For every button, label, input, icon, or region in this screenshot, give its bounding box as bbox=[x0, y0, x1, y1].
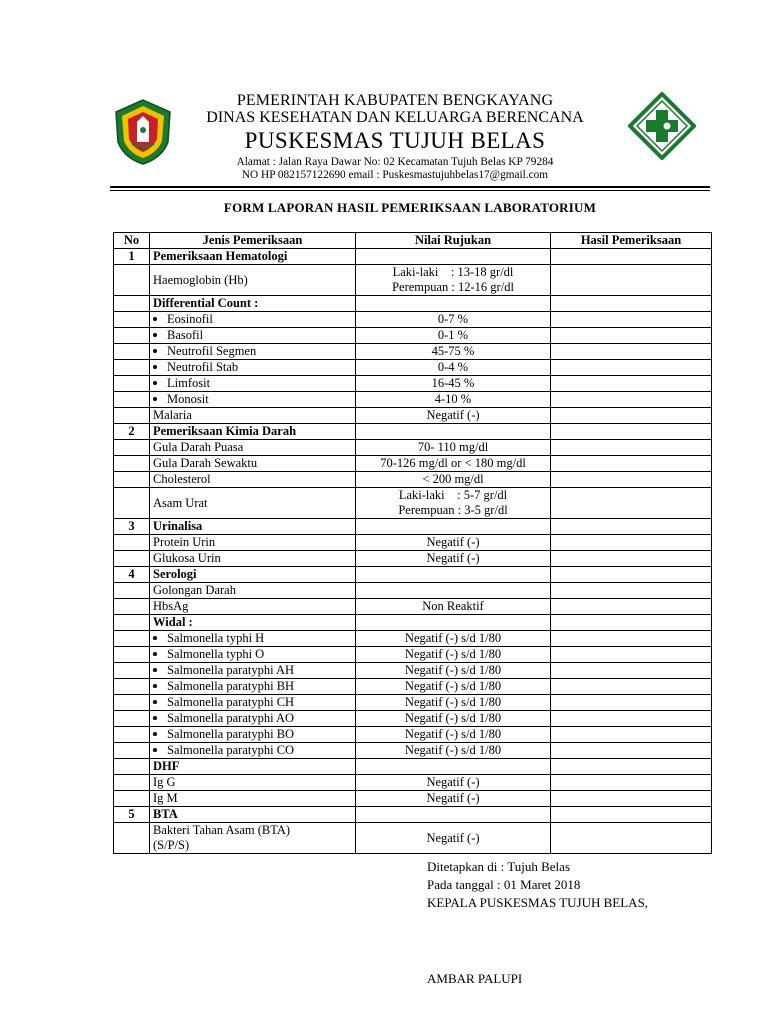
test-name-text: Eosinofil bbox=[167, 312, 213, 326]
bullet-icon bbox=[153, 684, 157, 688]
reference-text: Negatif (-) bbox=[426, 830, 480, 845]
cell-result[interactable] bbox=[551, 599, 712, 615]
cell-reference bbox=[356, 615, 551, 631]
puskesmas-logo-icon bbox=[628, 92, 696, 160]
cell-result[interactable] bbox=[551, 249, 712, 265]
cell-no: 4 bbox=[114, 567, 150, 583]
header-result: Hasil Pemeriksaan bbox=[551, 233, 712, 249]
reference-text: 0-1 % bbox=[437, 328, 469, 342]
table-row bbox=[114, 376, 712, 392]
cell-result[interactable] bbox=[551, 775, 712, 791]
test-name-text: BTA bbox=[153, 807, 178, 821]
table-row bbox=[114, 791, 712, 807]
table-row bbox=[114, 344, 712, 360]
cell-test-name bbox=[150, 551, 356, 567]
reference-text: Laki-laki : 5-7 gr/dl bbox=[398, 488, 508, 502]
table-row bbox=[114, 265, 712, 296]
test-name-text: DHF bbox=[153, 759, 180, 773]
table-row bbox=[114, 456, 712, 472]
cell-result[interactable] bbox=[551, 695, 712, 711]
test-name-text: Differential Count : bbox=[153, 296, 259, 310]
cell-result[interactable] bbox=[551, 583, 712, 599]
cell-result[interactable] bbox=[551, 408, 712, 424]
test-name-text: Urinalisa bbox=[153, 519, 203, 533]
test-name-text: Salmonella paratyphi CH bbox=[167, 695, 295, 709]
header-divider-thick bbox=[110, 186, 710, 188]
cell-no bbox=[114, 599, 150, 615]
bullet-icon bbox=[153, 668, 157, 672]
cell-result[interactable] bbox=[551, 743, 712, 759]
signature-block bbox=[427, 858, 648, 988]
reference-text: Negatif (-) bbox=[426, 551, 480, 565]
cell-no: 5 bbox=[114, 807, 150, 823]
reference-text: Negatif (-) s/d 1/80 bbox=[404, 631, 502, 645]
cell-test-name bbox=[150, 392, 356, 408]
cell-result[interactable] bbox=[551, 535, 712, 551]
table-row bbox=[114, 807, 712, 823]
signature-role: KEPALA PUSKESMAS TUJUH BELAS, bbox=[427, 895, 649, 910]
reference-text: Negatif (-) bbox=[426, 408, 480, 422]
cell-no bbox=[114, 823, 150, 854]
test-name-text: Salmonella paratyphi CO bbox=[167, 743, 295, 757]
cell-test-name bbox=[150, 823, 356, 854]
cell-test-name bbox=[150, 807, 356, 823]
table-row bbox=[114, 249, 712, 265]
reference-text: 0-4 % bbox=[437, 360, 469, 374]
table-row bbox=[114, 424, 712, 440]
test-name-text: Pemeriksaan Kimia Darah bbox=[153, 424, 297, 438]
table-row bbox=[114, 472, 712, 488]
cell-no bbox=[114, 392, 150, 408]
test-name-text: Monosit bbox=[167, 392, 209, 406]
table-row bbox=[114, 567, 712, 583]
cell-test-name bbox=[150, 424, 356, 440]
test-name-text: Basofil bbox=[167, 328, 204, 342]
test-name-text: Malaria bbox=[153, 408, 192, 422]
table-row bbox=[114, 647, 712, 663]
cell-test-name bbox=[150, 743, 356, 759]
test-name-text: Salmonella typhi H bbox=[167, 631, 265, 645]
cell-no bbox=[114, 440, 150, 456]
cell-result[interactable] bbox=[551, 519, 712, 535]
bullet-icon bbox=[153, 716, 157, 720]
cell-result[interactable] bbox=[551, 711, 712, 727]
cell-result[interactable] bbox=[551, 456, 712, 472]
table-row bbox=[114, 360, 712, 376]
reference-text: Negatif (-) s/d 1/80 bbox=[404, 647, 502, 661]
cell-no bbox=[114, 791, 150, 807]
cell-result[interactable] bbox=[551, 296, 712, 312]
header-contact: NO HP 082157122690 email : Puskesmastujuhbelas17@gmail.com bbox=[241, 168, 549, 181]
cell-reference bbox=[356, 328, 551, 344]
reference-text: Negatif (-) s/d 1/80 bbox=[404, 663, 502, 677]
cell-no bbox=[114, 695, 150, 711]
reference-text: Negatif (-) bbox=[426, 791, 480, 805]
test-name-text: Gula Darah Sewaktu bbox=[153, 456, 258, 470]
cell-test-name bbox=[150, 360, 356, 376]
cell-no bbox=[114, 360, 150, 376]
cell-test-name bbox=[150, 535, 356, 551]
test-name-text: Limfosit bbox=[167, 376, 211, 390]
cell-reference bbox=[356, 249, 551, 265]
test-name-text: Ig M bbox=[153, 791, 178, 805]
cell-result[interactable] bbox=[551, 376, 712, 392]
test-name-text: Ig G bbox=[153, 775, 176, 789]
cell-no: 1 bbox=[114, 249, 150, 265]
reference-text: 4-10 % bbox=[434, 392, 472, 406]
test-name-text: Glukosa Urin bbox=[153, 551, 221, 565]
cell-test-name bbox=[150, 456, 356, 472]
table-row bbox=[114, 440, 712, 456]
header-divider-thin bbox=[110, 190, 710, 191]
cell-result[interactable] bbox=[551, 759, 712, 775]
test-name-text: Salmonella paratyphi AH bbox=[167, 663, 295, 677]
table-row bbox=[114, 599, 712, 615]
test-name-text: HbsAg bbox=[153, 599, 189, 613]
reference-text: 70-126 mg/dl or < 180 mg/dl bbox=[380, 456, 526, 470]
cell-reference bbox=[356, 360, 551, 376]
cell-reference bbox=[356, 312, 551, 328]
table-row bbox=[114, 392, 712, 408]
cell-reference bbox=[356, 679, 551, 695]
cell-reference bbox=[356, 535, 551, 551]
signature-place: Ditetapkan di : Tujuh Belas bbox=[427, 859, 570, 874]
cell-result[interactable] bbox=[551, 647, 712, 663]
table-row bbox=[114, 408, 712, 424]
table-row bbox=[114, 759, 712, 775]
test-name-text: Gula Darah Puasa bbox=[153, 440, 244, 454]
cell-reference bbox=[356, 408, 551, 424]
table-row bbox=[114, 823, 712, 854]
test-name-text: Bakteri Tahan Asam (BTA) bbox=[153, 823, 291, 837]
table-row bbox=[114, 711, 712, 727]
cell-no bbox=[114, 312, 150, 328]
table-row bbox=[114, 743, 712, 759]
cell-result[interactable] bbox=[551, 328, 712, 344]
cell-test-name bbox=[150, 695, 356, 711]
cell-reference bbox=[356, 631, 551, 647]
cell-reference bbox=[356, 392, 551, 408]
cell-test-name bbox=[150, 249, 356, 265]
test-name-text: Salmonella paratyphi BH bbox=[167, 679, 295, 693]
test-name-text: Salmonella paratyphi BO bbox=[167, 727, 295, 741]
bullet-icon bbox=[153, 349, 157, 353]
signature-name: AMBAR PALUPI bbox=[427, 971, 523, 986]
reference-text: Negatif (-) s/d 1/80 bbox=[404, 743, 502, 757]
cell-test-name bbox=[150, 312, 356, 328]
table-row bbox=[114, 535, 712, 551]
reference-text: Negatif (-) s/d 1/80 bbox=[404, 727, 502, 741]
cell-reference bbox=[356, 583, 551, 599]
reference-text: Negatif (-) bbox=[426, 535, 480, 549]
reference-text: 45-75 % bbox=[431, 344, 475, 358]
cell-test-name bbox=[150, 344, 356, 360]
form-title: FORM LAPORAN HASIL PEMERIKSAAN LABORATORIUM bbox=[223, 200, 597, 215]
cell-no bbox=[114, 535, 150, 551]
cell-result[interactable] bbox=[551, 265, 712, 296]
test-name-text: Asam Urat bbox=[153, 495, 208, 510]
reference-text: Non Reaktif bbox=[422, 599, 484, 613]
cell-reference bbox=[356, 567, 551, 583]
table-body bbox=[114, 249, 712, 854]
table-row bbox=[114, 583, 712, 599]
cell-test-name bbox=[150, 408, 356, 424]
table-row bbox=[114, 775, 712, 791]
cell-result[interactable] bbox=[551, 488, 712, 519]
cell-no bbox=[114, 743, 150, 759]
cell-reference bbox=[356, 743, 551, 759]
cell-test-name bbox=[150, 472, 356, 488]
cell-reference bbox=[356, 663, 551, 679]
reference-text: 0-7 % bbox=[437, 312, 469, 326]
header-government: PEMERINTAH KABUPATEN BENGKAYANG bbox=[236, 92, 554, 109]
cell-test-name bbox=[150, 440, 356, 456]
table-row bbox=[114, 312, 712, 328]
reference-text-line2: Perempuan : 3-5 gr/dl bbox=[398, 503, 508, 517]
table-row bbox=[114, 488, 712, 519]
cell-result[interactable] bbox=[551, 823, 712, 854]
test-name-text: Neutrofil Segmen bbox=[167, 344, 257, 358]
cell-no: 2 bbox=[114, 424, 150, 440]
cell-reference bbox=[356, 695, 551, 711]
cell-reference bbox=[356, 456, 551, 472]
reference-text: < 200 mg/dl bbox=[422, 472, 484, 486]
cell-reference bbox=[356, 759, 551, 775]
cell-reference bbox=[356, 424, 551, 440]
reference-text: Negatif (-) s/d 1/80 bbox=[404, 711, 502, 725]
reference-text: 16-45 % bbox=[431, 376, 475, 390]
test-name-text: Serologi bbox=[153, 567, 197, 581]
cell-reference bbox=[356, 791, 551, 807]
test-name-text: Golongan Darah bbox=[153, 583, 236, 597]
cell-test-name bbox=[150, 727, 356, 743]
cell-test-name bbox=[150, 265, 356, 296]
test-name-text: Protein Urin bbox=[153, 535, 216, 549]
test-name-text: Pemeriksaan Hematologi bbox=[153, 249, 288, 263]
cell-no bbox=[114, 727, 150, 743]
cell-test-name bbox=[150, 631, 356, 647]
cell-result[interactable] bbox=[551, 791, 712, 807]
lab-results-table bbox=[113, 232, 712, 854]
table-header-row bbox=[114, 233, 712, 249]
table-row bbox=[114, 679, 712, 695]
cell-test-name bbox=[150, 488, 356, 519]
reference-text: 70- 110 mg/dl bbox=[417, 440, 489, 454]
test-name-text-line2: (S/P/S) bbox=[153, 838, 190, 852]
cell-no bbox=[114, 551, 150, 567]
table-row bbox=[114, 631, 712, 647]
header-reference: Nilai Rujukan bbox=[356, 233, 551, 249]
cell-test-name bbox=[150, 296, 356, 312]
header-test: Jenis Pemeriksaan bbox=[150, 233, 356, 249]
cell-test-name bbox=[150, 663, 356, 679]
cell-result[interactable] bbox=[551, 631, 712, 647]
cell-reference bbox=[356, 265, 551, 296]
reference-text: Negatif (-) bbox=[426, 775, 480, 789]
cell-no bbox=[114, 328, 150, 344]
table-row bbox=[114, 296, 712, 312]
cell-no bbox=[114, 456, 150, 472]
header-department: DINAS KESEHATAN DAN KELUARGA BERENCANA bbox=[206, 109, 584, 127]
cell-result[interactable] bbox=[551, 344, 712, 360]
test-name-text: Salmonella typhi O bbox=[167, 647, 265, 661]
bullet-icon bbox=[153, 317, 157, 321]
cell-test-name bbox=[150, 759, 356, 775]
cell-result[interactable] bbox=[551, 567, 712, 583]
cell-no bbox=[114, 679, 150, 695]
cell-reference bbox=[356, 775, 551, 791]
cell-result[interactable] bbox=[551, 807, 712, 823]
bullet-icon bbox=[153, 397, 157, 401]
table-row bbox=[114, 695, 712, 711]
table-row bbox=[114, 727, 712, 743]
table-row bbox=[114, 615, 712, 631]
cell-no bbox=[114, 711, 150, 727]
cell-reference bbox=[356, 440, 551, 456]
cell-test-name bbox=[150, 711, 356, 727]
bullet-icon bbox=[153, 381, 157, 385]
cell-reference bbox=[356, 472, 551, 488]
table-row bbox=[114, 328, 712, 344]
cell-test-name bbox=[150, 775, 356, 791]
cell-no bbox=[114, 647, 150, 663]
reference-text: Negatif (-) s/d 1/80 bbox=[404, 679, 502, 693]
test-name-text: Widal : bbox=[153, 615, 193, 629]
cell-test-name bbox=[150, 519, 356, 535]
cell-test-name bbox=[150, 567, 356, 583]
cell-result[interactable] bbox=[551, 727, 712, 743]
reference-text: Laki-laki : 13-18 gr/dl bbox=[392, 265, 514, 279]
reference-text: Negatif (-) s/d 1/80 bbox=[404, 695, 502, 709]
cell-reference bbox=[356, 807, 551, 823]
cell-test-name bbox=[150, 583, 356, 599]
cell-reference bbox=[356, 519, 551, 535]
cell-no bbox=[114, 615, 150, 631]
cell-result[interactable] bbox=[551, 663, 712, 679]
cell-no bbox=[114, 265, 150, 296]
cell-result[interactable] bbox=[551, 312, 712, 328]
table-row bbox=[114, 519, 712, 535]
cell-test-name bbox=[150, 679, 356, 695]
test-name-text: Salmonella paratyphi AO bbox=[167, 711, 295, 725]
cell-result[interactable] bbox=[551, 615, 712, 631]
bullet-icon bbox=[153, 652, 157, 656]
cell-no bbox=[114, 631, 150, 647]
cell-test-name bbox=[150, 599, 356, 615]
cell-result[interactable] bbox=[551, 472, 712, 488]
cell-result[interactable] bbox=[551, 551, 712, 567]
cell-result[interactable] bbox=[551, 440, 712, 456]
cell-test-name bbox=[150, 647, 356, 663]
cell-test-name bbox=[150, 791, 356, 807]
test-name-text: Cholesterol bbox=[153, 472, 211, 486]
cell-result[interactable] bbox=[551, 679, 712, 695]
signature-date: Pada tanggal : 01 Maret 2018 bbox=[427, 877, 581, 892]
cell-reference bbox=[356, 647, 551, 663]
cell-no bbox=[114, 376, 150, 392]
cell-reference bbox=[356, 711, 551, 727]
bullet-icon bbox=[153, 333, 157, 337]
table-row bbox=[114, 663, 712, 679]
bullet-icon bbox=[153, 700, 157, 704]
cell-no bbox=[114, 344, 150, 360]
bullet-icon bbox=[153, 748, 157, 752]
cell-reference bbox=[356, 823, 551, 854]
cell-reference bbox=[356, 296, 551, 312]
cell-no bbox=[114, 296, 150, 312]
header-institution: PUSKESMAS TUJUH BELAS bbox=[244, 127, 546, 153]
cell-result[interactable] bbox=[551, 360, 712, 376]
cell-no bbox=[114, 759, 150, 775]
bullet-icon bbox=[153, 365, 157, 369]
cell-result[interactable] bbox=[551, 424, 712, 440]
table-row bbox=[114, 551, 712, 567]
cell-reference bbox=[356, 551, 551, 567]
letterhead bbox=[180, 92, 610, 181]
cell-reference bbox=[356, 727, 551, 743]
cell-reference bbox=[356, 344, 551, 360]
cell-test-name bbox=[150, 376, 356, 392]
cell-no: 3 bbox=[114, 519, 150, 535]
cell-reference bbox=[356, 599, 551, 615]
cell-no bbox=[114, 408, 150, 424]
cell-reference bbox=[356, 488, 551, 519]
header-address: Alamat : Jalan Raya Dawar No: 02 Kecamatan Tujuh Belas KP 79284 bbox=[236, 156, 554, 169]
cell-no bbox=[114, 488, 150, 519]
test-name-text: Haemoglobin (Hb) bbox=[153, 272, 248, 287]
bullet-icon bbox=[153, 636, 157, 640]
cell-no bbox=[114, 663, 150, 679]
cell-reference bbox=[356, 376, 551, 392]
cell-result[interactable] bbox=[551, 392, 712, 408]
cell-test-name bbox=[150, 615, 356, 631]
cell-no bbox=[114, 472, 150, 488]
cell-no bbox=[114, 775, 150, 791]
cell-test-name bbox=[150, 328, 356, 344]
bengkayang-emblem-icon bbox=[112, 98, 174, 166]
cell-no bbox=[114, 583, 150, 599]
bullet-icon bbox=[153, 732, 157, 736]
test-name-text: Neutrofil Stab bbox=[167, 360, 239, 374]
header-no: No bbox=[114, 233, 150, 249]
reference-text-line2: Perempuan : 12-16 gr/dl bbox=[392, 280, 514, 294]
